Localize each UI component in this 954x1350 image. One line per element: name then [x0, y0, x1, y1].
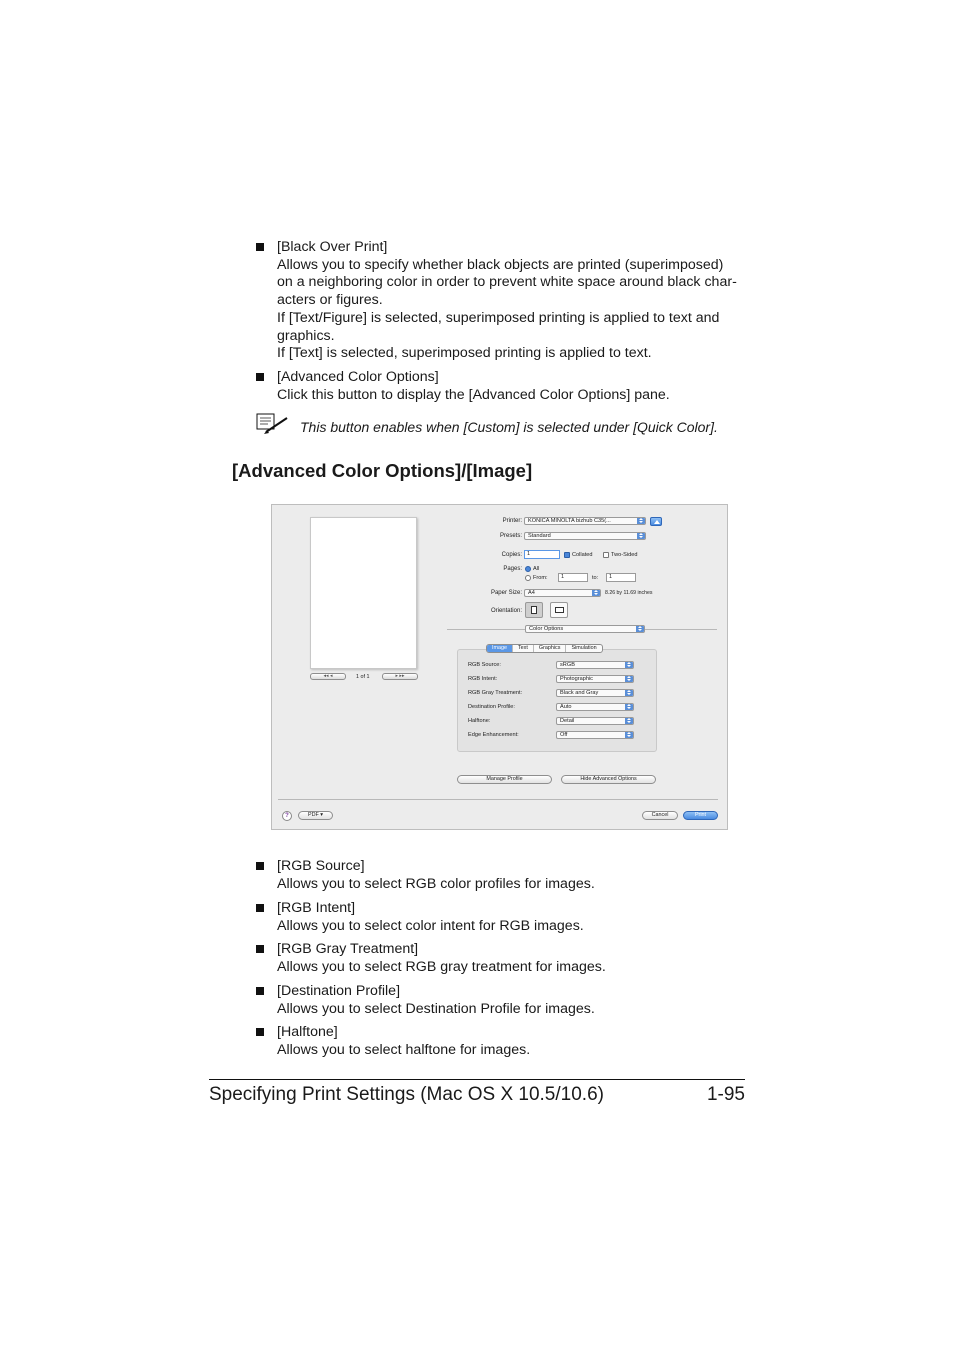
- bullet-destination-profile: [256, 983, 746, 1018]
- landscape-icon: [555, 607, 564, 613]
- color-options-tabs: [486, 644, 603, 653]
- popup-arrow-icon: [625, 718, 633, 724]
- bullet-black-over-print: [256, 239, 746, 363]
- paper-size-value: A4: [528, 590, 535, 596]
- popup-arrow-icon: [637, 518, 645, 524]
- manage-profile-button[interactable]: Manage Profile: [457, 775, 552, 784]
- print-button[interactable]: Print: [683, 811, 718, 820]
- presets-value: Standard: [528, 533, 551, 539]
- bullet-halftone: [256, 1024, 746, 1059]
- option-value: Auto: [560, 704, 572, 710]
- bullet-rgb-source: [256, 858, 746, 893]
- option-row-rgb-gray-treatment: [468, 689, 638, 698]
- option-value: sRGB: [560, 662, 575, 668]
- edge-enhancement-select[interactable]: [556, 731, 634, 739]
- expand-dialog-button[interactable]: [650, 517, 662, 526]
- copies-label: Copies:: [501, 552, 522, 558]
- pages-to-label: to:: [592, 575, 599, 581]
- pages-from-radio[interactable]: [525, 575, 531, 581]
- popup-arrow-icon: [636, 626, 644, 632]
- option-label: RGB Source:: [468, 662, 501, 668]
- landscape-orientation-button[interactable]: [550, 602, 568, 618]
- tab-graphics[interactable]: Graphics: [534, 645, 567, 652]
- bullet-square: [256, 1028, 264, 1036]
- two-sided-checkbox[interactable]: [603, 552, 609, 558]
- bullet-line: graphics.: [277, 327, 335, 344]
- page-number: 1-95: [706, 1084, 745, 1105]
- option-row-edge-enhancement: [468, 731, 638, 740]
- tab-simulation[interactable]: Simulation: [571, 645, 597, 651]
- paper-size-dims: 8.26 by 11.69 inches: [605, 590, 653, 596]
- bullet-title: [RGB Gray Treatment]: [277, 941, 419, 957]
- popup-arrow-icon: [637, 533, 645, 539]
- footer-rule: [209, 1079, 745, 1080]
- popup-arrow-icon: [625, 662, 633, 668]
- bullet-rgb-intent: [256, 900, 746, 935]
- bullet-square: [256, 987, 264, 995]
- option-value: Detail: [560, 718, 575, 724]
- collated-checkbox[interactable]: [564, 552, 570, 558]
- bullet-title: [Destination Profile]: [277, 983, 401, 999]
- rgb-intent-select[interactable]: [556, 675, 634, 683]
- portrait-icon: [531, 606, 537, 614]
- page-counter: 1 of 1: [356, 674, 370, 680]
- popup-arrow-icon: [625, 676, 633, 682]
- bullet-desc: Allows you to select RGB gray treatment for images.: [277, 958, 606, 975]
- tab-image[interactable]: Image: [487, 645, 513, 652]
- preview-back-buttons[interactable]: ◂◂ ◂: [310, 673, 346, 680]
- option-label: Edge Enhancement:: [468, 732, 519, 738]
- print-dialog-screenshot: [271, 504, 728, 830]
- bullet-line: If [Text] is selected, superimposed printing is applied to text.: [277, 345, 652, 362]
- pages-all-label: All: [533, 566, 540, 572]
- option-value: Photographic: [560, 676, 593, 682]
- note-text: This button enables when [Custom] is selected under [Quick Color].: [300, 419, 718, 435]
- footer-title: Specifying Print Settings (Mac OS X 10.5/10.6): [209, 1084, 604, 1105]
- pages-to-field[interactable]: 1: [606, 573, 636, 582]
- option-label: Halftone:: [468, 718, 491, 724]
- bullet-title: [RGB Source]: [277, 858, 365, 874]
- option-label: Destination Profile:: [468, 704, 515, 710]
- option-row-rgb-intent: [468, 675, 638, 684]
- bullet-desc: Allows you to select Destination Profile for images.: [277, 1000, 595, 1017]
- bullet-square: [256, 904, 264, 912]
- popup-arrow-icon: [592, 590, 600, 596]
- pages-from-field[interactable]: 1: [558, 573, 588, 582]
- bullet-rgb-gray-treatment: [256, 941, 746, 976]
- pane-select[interactable]: [525, 625, 645, 633]
- collated-label: Collated: [572, 552, 593, 558]
- note-pencil-icon: [256, 412, 290, 436]
- bullet-line: on a neighboring color in order to prevent white space around black char-: [277, 274, 737, 291]
- option-label: RGB Intent:: [468, 676, 498, 682]
- option-row-destination-profile: [468, 703, 638, 712]
- bullet-line: Allows you to specify whether black objects are printed (superimposed): [277, 256, 724, 273]
- destination-profile-select[interactable]: [556, 703, 634, 711]
- option-value: Black and Gray: [560, 690, 599, 696]
- bullet-desc: Allows you to select RGB color profiles for images.: [277, 875, 595, 892]
- note: [256, 412, 746, 438]
- hide-advanced-options-button[interactable]: Hide Advanced Options: [561, 775, 656, 784]
- section-heading: [Advanced Color Options]/[Image]: [232, 460, 533, 481]
- bullet-square: [256, 862, 264, 870]
- help-button[interactable]: ?: [282, 811, 292, 821]
- option-label: RGB Gray Treatment:: [468, 690, 523, 696]
- bullet-desc: Allows you to select halftone for images.: [277, 1041, 531, 1058]
- portrait-orientation-button[interactable]: [525, 602, 543, 618]
- bullet-advanced-color-options: [256, 369, 746, 404]
- bullet-title: [Halftone]: [277, 1024, 338, 1040]
- cancel-button[interactable]: Cancel: [642, 811, 678, 820]
- option-row-halftone: [468, 717, 638, 726]
- preview-forward-buttons[interactable]: ▸ ▸▸: [382, 673, 418, 680]
- printer-label: Printer:: [502, 518, 522, 524]
- option-value: Off: [560, 732, 568, 738]
- bullet-desc: Allows you to select color intent for RGB images.: [277, 917, 584, 934]
- pages-label: Pages:: [503, 566, 522, 572]
- rgb-source-select[interactable]: [556, 661, 634, 669]
- bullet-title: [RGB Intent]: [277, 900, 356, 916]
- printer-value: KONICA MINOLTA bizhub C35(...: [528, 518, 611, 524]
- pages-from-label: From:: [533, 575, 548, 581]
- bullet-line: Click this button to display the [Advanced Color Options] pane.: [277, 386, 670, 403]
- option-row-rgb-source: [468, 661, 638, 670]
- bullet-square: [256, 243, 264, 251]
- presets-label: Presets:: [499, 533, 522, 539]
- halftone-select[interactable]: [556, 717, 634, 725]
- tab-text[interactable]: Text: [513, 645, 534, 652]
- paper-size-label: Paper Size:: [490, 590, 522, 596]
- copies-field[interactable]: 1: [524, 550, 560, 559]
- popup-arrow-icon: [625, 732, 633, 738]
- pdf-button[interactable]: PDF ▾: [298, 811, 333, 820]
- divider: [278, 799, 718, 800]
- bullet-title: [Black Over Print]: [277, 239, 388, 255]
- bullet-line: acters or figures.: [277, 292, 383, 309]
- two-sided-label: Two-Sided: [611, 552, 638, 558]
- paper-size-select[interactable]: [524, 589, 601, 597]
- preview-page: [310, 517, 417, 669]
- bullet-title: [Advanced Color Options]: [277, 369, 439, 385]
- printer-select[interactable]: [524, 517, 646, 525]
- orientation-label: Orientation:: [490, 608, 522, 614]
- pane-value: Color Options: [529, 626, 564, 632]
- presets-select[interactable]: [524, 532, 646, 540]
- bullet-line: If [Text/Figure] is selected, superimposed printing is applied to text and: [277, 309, 720, 326]
- bullet-square: [256, 945, 264, 953]
- bullet-square: [256, 373, 264, 381]
- rgb-gray-treatment-select[interactable]: [556, 689, 634, 697]
- popup-arrow-icon: [625, 690, 633, 696]
- popup-arrow-icon: [625, 704, 633, 710]
- pages-all-radio[interactable]: [525, 566, 531, 572]
